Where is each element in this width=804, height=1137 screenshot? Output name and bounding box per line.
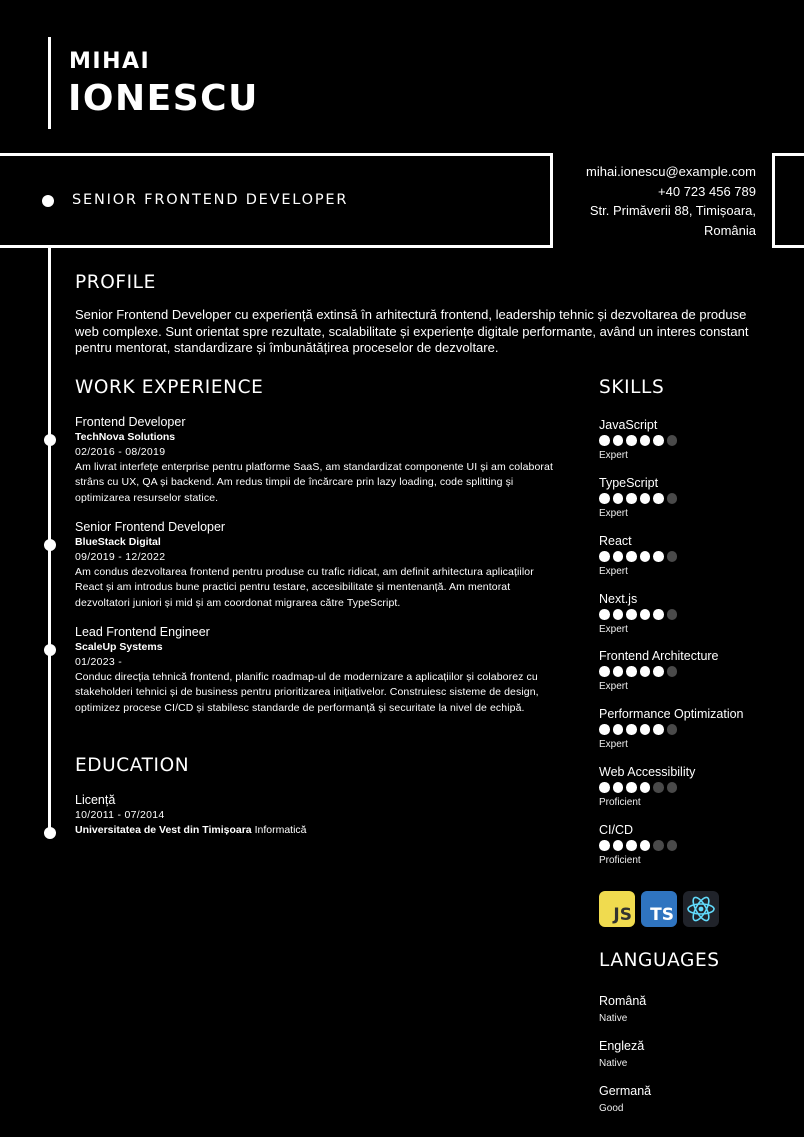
skill-name: TypeScript	[599, 476, 659, 490]
job-entry-dates: 02/2016 - 08/2019	[75, 446, 166, 458]
contact-info	[536, 162, 756, 240]
contact-phone[interactable]: +40 723 456 789	[658, 183, 756, 199]
education-heading: EDUCATION	[75, 755, 190, 776]
skill-level: Expert	[599, 450, 628, 461]
rating-dot-filled-icon	[613, 724, 624, 735]
job-entry	[75, 624, 555, 716]
skill-rating	[599, 840, 779, 851]
rating-dot-empty-icon	[653, 840, 664, 851]
skill-name: Next.js	[599, 592, 638, 606]
language-item	[599, 993, 779, 1026]
rating-dot-filled-icon	[599, 666, 610, 677]
rating-dot-filled-icon	[613, 435, 624, 446]
skill-name: Frontend Architecture	[599, 649, 719, 663]
rating-dot-empty-icon	[653, 782, 664, 793]
typescript-logo-icon: TS	[641, 891, 677, 927]
job-title: SENIOR FRONTEND DEVELOPER	[72, 192, 349, 208]
rating-dot-filled-icon	[613, 609, 624, 620]
rating-dot-filled-icon	[599, 609, 610, 620]
education-field: Informatică	[254, 824, 307, 836]
rating-dot-filled-icon	[626, 840, 637, 851]
skill-rating	[599, 609, 779, 620]
rating-dot-filled-icon	[640, 782, 651, 793]
languages-heading: LANGUAGES	[599, 950, 720, 971]
skill-level: Expert	[599, 739, 628, 750]
skill-item	[599, 533, 779, 579]
profile-text: Senior Frontend Developer cu experiență extinsă în arhitectură frontend, leadership tehnic și dezvoltarea de produse web complexe. Sunt orientat spre rezultate, scalabilitate și experiențe digitale performante, având un interes constant pentru mentorat, standardizare și îmbunătățirea proceselor de dezvoltare.	[75, 307, 749, 355]
job-entry	[75, 519, 555, 611]
education-school: Universitatea de Vest din Timișoara	[75, 824, 252, 836]
education-degree: Licență	[75, 793, 116, 807]
skill-rating	[599, 782, 779, 793]
work-experience-heading: WORK EXPERIENCE	[75, 377, 264, 398]
decorative-box	[772, 153, 804, 248]
language-level: Native	[599, 1058, 628, 1069]
skill-item	[599, 417, 779, 463]
contact-email[interactable]: mihai.ionescu@example.com	[586, 164, 756, 179]
job-entry-company: TechNova Solutions	[75, 431, 176, 443]
language-name: Germană	[599, 1084, 652, 1098]
timeline-dot-icon	[44, 434, 56, 446]
skill-rating	[599, 435, 779, 446]
skill-item	[599, 648, 779, 694]
rating-dot-empty-icon	[667, 551, 678, 562]
rating-dot-filled-icon	[653, 724, 664, 735]
rating-dot-empty-icon	[667, 493, 678, 504]
contact-address-line2: România	[703, 222, 756, 238]
rating-dot-filled-icon	[653, 609, 664, 620]
rating-dot-empty-icon	[667, 840, 678, 851]
rating-dot-filled-icon	[640, 493, 651, 504]
skill-item	[599, 591, 779, 637]
rating-dot-filled-icon	[626, 551, 637, 562]
skill-level: Expert	[599, 566, 628, 577]
job-entry-description: Am livrat interfețe enterprise pentru platforme SaaS, am standardizat componente UI și am colaborat strâns cu UX, QA și backend. Am redus timpii de încărcare prin lazy loading, code splitting și optimizarea resurselor statice.	[75, 461, 553, 504]
education-dates: 10/2011 - 07/2014	[75, 809, 165, 821]
rating-dot-empty-icon	[667, 666, 678, 677]
timeline-dot-icon	[44, 827, 56, 839]
skill-level: Expert	[599, 508, 628, 519]
rating-dot-filled-icon	[653, 551, 664, 562]
job-entry-title: Lead Frontend Engineer	[75, 625, 210, 639]
language-name: Română	[599, 994, 647, 1008]
skill-item	[599, 764, 779, 810]
name-accent-bar	[48, 37, 51, 129]
react-logo-icon	[683, 891, 719, 927]
rating-dot-filled-icon	[626, 666, 637, 677]
skill-level: Proficient	[599, 797, 641, 808]
skill-name: React	[599, 534, 632, 548]
skill-rating	[599, 551, 779, 562]
rating-dot-empty-icon	[667, 609, 678, 620]
job-entry-title: Frontend Developer	[75, 415, 186, 429]
rating-dot-filled-icon	[640, 551, 651, 562]
job-entry-dates: 09/2019 - 12/2022	[75, 551, 166, 563]
bullet-dot-icon	[42, 195, 54, 207]
rating-dot-filled-icon	[613, 666, 624, 677]
language-name: Engleză	[599, 1039, 645, 1053]
skill-rating	[599, 493, 779, 504]
job-entry-company: ScaleUp Systems	[75, 641, 163, 653]
rating-dot-filled-icon	[626, 724, 637, 735]
rating-dot-filled-icon	[599, 724, 610, 735]
language-item	[599, 1083, 779, 1116]
language-level: Good	[599, 1103, 624, 1114]
rating-dot-filled-icon	[640, 840, 651, 851]
job-entry-company: BlueStack Digital	[75, 536, 161, 548]
rating-dot-filled-icon	[640, 609, 651, 620]
skill-item	[599, 706, 779, 752]
language-item	[599, 1038, 779, 1071]
first-name: MIHAI	[69, 49, 151, 74]
timeline-dot-icon	[44, 644, 56, 656]
rating-dot-filled-icon	[613, 840, 624, 851]
skill-level: Proficient	[599, 855, 641, 866]
skill-name: Performance Optimization	[599, 707, 744, 721]
rating-dot-filled-icon	[613, 493, 624, 504]
skill-rating	[599, 666, 779, 677]
skill-rating	[599, 724, 779, 735]
last-name: IONESCU	[68, 78, 259, 119]
rating-dot-filled-icon	[640, 724, 651, 735]
timeline-dot-icon	[44, 539, 56, 551]
job-entry-dates: 01/2023 -	[75, 656, 123, 668]
rating-dot-empty-icon	[667, 782, 678, 793]
rating-dot-filled-icon	[653, 493, 664, 504]
job-entry	[75, 414, 555, 506]
contact-address-line1: Str. Primăverii 88, Timișoara,	[589, 203, 756, 218]
skills-heading: SKILLS	[599, 377, 665, 398]
javascript-logo-icon: JS	[599, 891, 635, 927]
job-entry-description: Conduc direcția tehnică frontend, planific roadmap-ul de modernizare a aplicațiilor și colaborez cu stakeholderi tehnici și de business pentru prioritizarea inițiativelor. Construiesc sisteme de design, optimizez procese CI/CD și stabilesc standarde de performanță și securitate la nivel de echipă.	[75, 671, 539, 714]
rating-dot-filled-icon	[653, 666, 664, 677]
rating-dot-filled-icon	[599, 493, 610, 504]
rating-dot-filled-icon	[599, 782, 610, 793]
skill-name: CI/CD	[599, 823, 634, 837]
job-entry-title: Senior Frontend Developer	[75, 520, 226, 534]
rating-dot-filled-icon	[599, 551, 610, 562]
rating-dot-empty-icon	[667, 435, 678, 446]
skill-item	[599, 822, 779, 868]
job-entry-description: Am condus dezvoltarea frontend pentru produse cu trafic ridicat, am definit arhitectura aplicațiilor React și am introdus bune practici pentru testare, accesibilitate și mentenanță. Am mentorat dezvoltatori juniori și mid și am coordonat migrarea către TypeScript.	[75, 566, 534, 609]
rating-dot-filled-icon	[640, 666, 651, 677]
rating-dot-filled-icon	[626, 493, 637, 504]
rating-dot-filled-icon	[653, 435, 664, 446]
skill-name: Web Accessibility	[599, 765, 696, 779]
skill-level: Expert	[599, 624, 628, 635]
rating-dot-empty-icon	[667, 724, 678, 735]
rating-dot-filled-icon	[626, 782, 637, 793]
tech-icons	[599, 891, 719, 927]
rating-dot-filled-icon	[613, 782, 624, 793]
language-level: Native	[599, 1013, 628, 1024]
rating-dot-filled-icon	[613, 551, 624, 562]
skill-level: Expert	[599, 681, 628, 692]
skill-item	[599, 475, 779, 521]
rating-dot-filled-icon	[599, 840, 610, 851]
education-entry	[75, 792, 555, 838]
rating-dot-filled-icon	[626, 609, 637, 620]
skill-name: JavaScript	[599, 418, 658, 432]
rating-dot-filled-icon	[626, 435, 637, 446]
rating-dot-filled-icon	[599, 435, 610, 446]
profile-heading: PROFILE	[75, 272, 156, 293]
rating-dot-filled-icon	[640, 435, 651, 446]
